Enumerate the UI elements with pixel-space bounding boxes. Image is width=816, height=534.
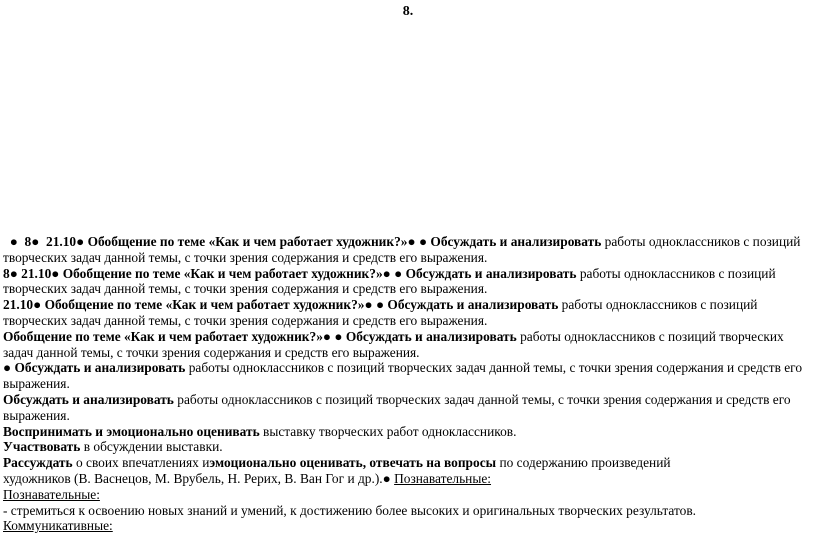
activity-text: работы одноклассников с позиций творческих задач данной темы, с точки зрения содержания и средств его — [177, 391, 791, 407]
paragraph-7 — [3, 424, 811, 440]
activity-text: работы одноклассников с позиций — [579, 265, 776, 281]
activity-verb: Обсуждать и анализировать — [430, 234, 602, 249]
bullet-icon: ● — [31, 234, 40, 249]
activity-verb: Обсуждать и анализировать — [14, 360, 186, 376]
paragraph-1 — [3, 234, 811, 266]
activity-verb: Рассуждать — [3, 455, 73, 471]
paragraph-11 — [3, 518, 811, 534]
activity-verb: Обсуждать и анализировать — [345, 328, 517, 344]
bullet-icon: ● — [33, 297, 42, 313]
activity-verb: Воспринимать и эмоционально оценивать — [3, 423, 260, 439]
activity-text-continued: творческих задач данной темы, с точки зрения содержания и средств его выражения. — [3, 281, 488, 297]
activity-text: работы одноклассников с позиций творческих — [520, 328, 784, 344]
activity-text-continued: творческих задач данной темы, с точки зрения содержания и средств его выражения. — [3, 249, 488, 265]
paragraph-3 — [3, 297, 811, 329]
activity-text: работы одноклассников с позиций — [561, 297, 758, 313]
lesson-date: 21.10 — [46, 234, 77, 249]
category-heading: Коммуникативные: — [3, 518, 113, 534]
category-text: - стремиться к освоению новых знаний и умений, к достижению более высоких и оригинальных творческих результатов. — [3, 502, 696, 518]
lesson-date: 21.10 — [21, 265, 52, 281]
activity-text-continued: выражения. — [3, 407, 70, 423]
activity-text: работы одноклассников с позиций — [604, 234, 801, 249]
bullet-icon: ● — [9, 265, 18, 281]
activity-text: работы одноклассников с позиций творческих задач данной темы, с точки зрения содержания и средств его — [188, 360, 803, 376]
activity-verb: Обсуждать и анализировать — [405, 265, 577, 281]
lesson-number: 8 — [3, 265, 10, 281]
bullet-icon: ● — [9, 234, 18, 249]
bullet-icon: ● — [382, 265, 391, 281]
activity-verb: Обсуждать и анализировать — [387, 297, 559, 313]
lesson-topic: Обобщение по теме «Как и чем работает художник?» — [62, 265, 383, 281]
paragraph-10 — [3, 487, 811, 519]
paragraph-9 — [3, 455, 811, 487]
bullet-icon: ● — [51, 265, 60, 281]
paragraph-5 — [3, 360, 811, 392]
paragraph-2 — [3, 266, 811, 298]
document-body — [3, 234, 811, 534]
lesson-topic: Обобщение по теме «Как и чем работает художник?» — [3, 328, 323, 344]
lesson-topic: Обобщение по теме «Как и чем работает художник?» — [44, 297, 365, 313]
activity-text-continued: выражения. — [3, 376, 70, 392]
activity-text: выставку творческих работ одноклассников. — [263, 423, 517, 439]
page-number: 8. — [402, 4, 414, 19]
lesson-number: 8 — [24, 234, 32, 249]
paragraph-6 — [3, 392, 811, 424]
lesson-topic: Обобщение по теме «Как и чем работает художник?» — [87, 234, 408, 249]
paragraph-4 — [3, 329, 811, 361]
activity-text-2: по содержанию произведений — [499, 455, 671, 471]
category-heading: Познавательные: — [3, 486, 100, 502]
bullet-icon: ● — [322, 328, 331, 344]
activity-verb-2: эмоционально оценивать, отвечать на вопросы — [209, 455, 497, 471]
bullet-icon: ● — [76, 234, 85, 249]
activity-text: о своих впечатлениях и — [75, 455, 210, 471]
category-heading: Познавательные: — [394, 470, 492, 486]
bullet-icon: ● — [382, 470, 391, 486]
activity-verb: Участвовать — [3, 439, 81, 455]
lesson-date: 21.10 — [3, 297, 34, 313]
activity-text-continued: художников (В. Васнецов, М. Врубель, Н. Рерих, В. Ван Гог и др.). — [3, 470, 383, 486]
activity-text-continued: творческих задач данной темы, с точки зрения содержания и средств его выражения. — [3, 312, 488, 328]
activity-text-continued: задач данной темы, с точки зрения содержания и средств его выражения. — [3, 344, 420, 360]
bullet-icon: ● — [3, 360, 12, 376]
bullet-icon: ● — [334, 328, 343, 344]
bullet-icon: ● — [407, 234, 416, 249]
bullet-icon: ● — [364, 297, 373, 313]
bullet-icon: ● — [418, 234, 428, 249]
activity-text: в обсуждении выставки. — [83, 439, 223, 455]
bullet-icon: ● — [375, 297, 385, 313]
bullet-icon: ● — [394, 265, 403, 281]
paragraph-8 — [3, 439, 811, 455]
activity-verb: Обсуждать и анализировать — [3, 391, 174, 407]
